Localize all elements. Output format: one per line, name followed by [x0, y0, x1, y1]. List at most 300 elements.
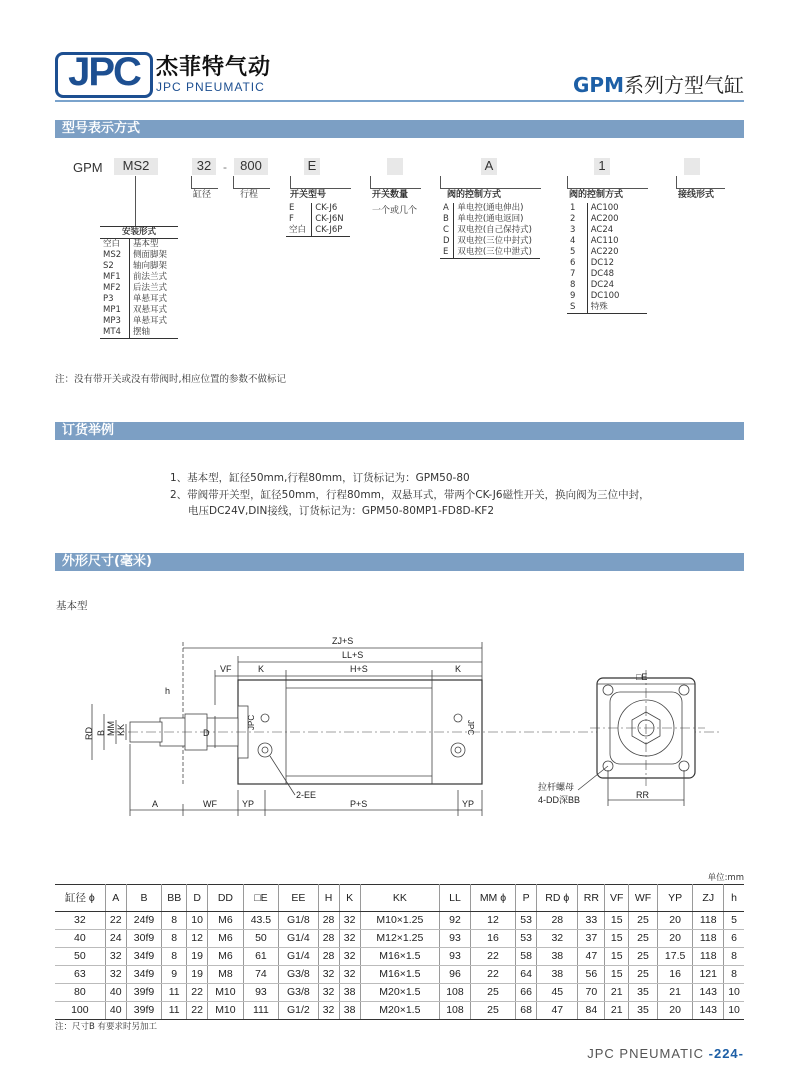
voltage-row — [567, 291, 647, 302]
page-title: GPM系列方型气缸 — [573, 73, 744, 97]
table-cell: M16×1.5 — [360, 948, 440, 966]
switch-desc: CK-J6P — [312, 225, 350, 237]
bracket-qty — [370, 176, 421, 189]
table-cell: 24f9 — [126, 912, 162, 930]
order-line-2: 2、带阀带开关型，缸径50mm，行程80mm，双悬耳式，带两个CK-J6磁性开关，换向阀为三位中封， — [170, 489, 650, 501]
table-cell: 96 — [440, 966, 471, 984]
switch-row — [286, 203, 350, 214]
mount-code: MP1 — [100, 305, 129, 316]
valve-desc: 单电控(通电返回) — [457, 214, 524, 224]
table-cell: 10 — [724, 984, 744, 1002]
dim-a: A — [152, 799, 159, 809]
switch-desc: CK-J6N — [315, 214, 344, 224]
table-cell: M6 — [208, 948, 244, 966]
dims-header-cell: EE — [279, 885, 318, 912]
mount-desc: 单悬耳式 — [132, 294, 167, 304]
table-cell: 10 — [724, 1002, 744, 1020]
table-cell: 50 — [243, 930, 279, 948]
table-cell: 25 — [629, 930, 658, 948]
valve-desc: 双电控(自己保持式) — [457, 225, 532, 235]
code-valve: A — [481, 158, 497, 175]
table-cell: 74 — [243, 966, 279, 984]
table-cell: 33 — [578, 912, 605, 930]
mount-code: MP3 — [100, 316, 129, 327]
table-cell: M10×1.25 — [360, 912, 440, 930]
voltage-code: 8 — [567, 280, 587, 291]
table-cell: 38 — [537, 948, 578, 966]
valve-row — [440, 247, 540, 259]
dims-header-cell: H — [318, 885, 339, 912]
table-cell: M16×1.5 — [360, 966, 440, 984]
table-cell: 20 — [657, 930, 693, 948]
table-row — [55, 1002, 744, 1020]
jpc-mark-right: JPC — [466, 720, 475, 736]
note-no-switch: 注：没有带开关或没有带阀时,相应位置的参数不做标记 — [55, 374, 287, 385]
table-cell: 61 — [243, 948, 279, 966]
section-bar-model: 型号表示方式 — [55, 120, 744, 138]
bracket-switch — [290, 176, 351, 189]
table-cell: 28 — [318, 930, 339, 948]
cylinder-drawing — [70, 630, 760, 830]
dim-mm: MM — [106, 721, 116, 736]
dims-header-row — [55, 885, 744, 912]
table-cell: 32 — [55, 912, 105, 930]
table-cell: 121 — [693, 966, 724, 984]
table-cell: 25 — [629, 966, 658, 984]
table-cell: 93 — [440, 948, 471, 966]
jpc-logo: JPC — [55, 52, 153, 98]
table-cell: M10 — [208, 984, 244, 1002]
table-row — [55, 966, 744, 984]
table-cell: 108 — [440, 984, 471, 1002]
table-cell: 39f9 — [126, 984, 162, 1002]
table-cell: 15 — [605, 948, 629, 966]
mount-code: S2 — [100, 261, 129, 272]
label-wiring: 接线形式 — [678, 190, 715, 200]
section-bar-order: 订货举例 — [55, 422, 744, 440]
table-cell: 8 — [162, 948, 187, 966]
voltage-row — [567, 258, 647, 269]
label-valve-ctrl: 阀的控制方式 — [447, 190, 502, 200]
brand-name-cn: 杰菲特气动 — [156, 55, 272, 80]
mount-desc: 侧面脚架 — [132, 250, 167, 260]
dim-rd: RD — [84, 727, 94, 740]
voltage-code: 4 — [567, 236, 587, 247]
table-cell: 17.5 — [657, 948, 693, 966]
table-row — [55, 948, 744, 966]
voltage-desc: DC100 — [590, 291, 620, 301]
table-cell: 32 — [537, 930, 578, 948]
table-cell: M6 — [208, 930, 244, 948]
mount-row — [100, 327, 178, 339]
dims-header-cell: A — [105, 885, 126, 912]
dims-header-cell: P — [516, 885, 537, 912]
dim-ee: 2-EE — [296, 790, 317, 800]
dim-yp-right: YP — [462, 799, 475, 809]
table-cell: 47 — [578, 948, 605, 966]
code-bore: 32 — [192, 158, 216, 175]
table-cell: 32 — [105, 966, 126, 984]
table-cell: 45 — [537, 984, 578, 1002]
table-cell: M12×1.25 — [360, 930, 440, 948]
mount-code: MF1 — [100, 272, 129, 283]
valve-code: E — [440, 247, 454, 259]
table-cell: 143 — [693, 984, 724, 1002]
voltage-desc: 特殊 — [587, 302, 647, 314]
table-cell: 50 — [55, 948, 105, 966]
voltage-desc: AC24 — [590, 225, 614, 235]
table-cell: 84 — [578, 1002, 605, 1020]
table-cell: 93 — [440, 930, 471, 948]
table-cell: 43.5 — [243, 912, 279, 930]
code-ms2: MS2 — [114, 158, 158, 175]
valve-desc: 双电控(三位中泄式) — [454, 247, 540, 259]
table-cell: 47 — [537, 1002, 578, 1020]
voltage-desc: DC12 — [590, 258, 615, 268]
valve-row — [440, 214, 540, 225]
mount-code: MF2 — [100, 283, 129, 294]
table-cell: 5 — [724, 912, 744, 930]
jpc-mark-left: JPC — [247, 714, 256, 730]
voltage-code: S — [567, 302, 587, 314]
mount-table: 安装形式 空白 基本型 MS2 侧面脚架 S2 轴向脚架 MF1 前法兰式 MF2 后法兰式 P3 单悬耳式 MP1 双悬耳式 MP3 单悬耳式 MT4 摆轴 — [100, 226, 178, 339]
mount-row — [100, 294, 178, 305]
voltage-row — [567, 302, 647, 314]
table-cell: M20×1.5 — [360, 984, 440, 1002]
valve-row — [440, 236, 540, 247]
page-footer: JPC PNEUMATIC -224- — [587, 1046, 744, 1061]
table-cell: 32 — [105, 948, 126, 966]
label-dd: 4-DD深BB — [538, 795, 581, 805]
table-cell: 32 — [339, 966, 360, 984]
table-cell: 8 — [162, 912, 187, 930]
voltage-row — [567, 225, 647, 236]
table-cell: 143 — [693, 1002, 724, 1020]
table-cell: 20 — [657, 912, 693, 930]
table-cell: 38 — [537, 966, 578, 984]
table-cell: 24 — [105, 930, 126, 948]
dim-k-right: K — [455, 664, 462, 674]
voltage-code: 6 — [567, 258, 587, 269]
bracket-bore — [191, 176, 218, 189]
mount-row — [100, 305, 178, 316]
table-cell: 22 — [105, 912, 126, 930]
dims-header-cell: RR — [578, 885, 605, 912]
dim-wf: WF — [203, 799, 217, 809]
voltage-row — [567, 236, 647, 247]
dims-header-cell: KK — [360, 885, 440, 912]
dims-header-cell: WF — [629, 885, 658, 912]
valve-code: D — [440, 236, 454, 247]
table-row — [55, 930, 744, 948]
label-switch-qty-val: 一个或几个 — [372, 206, 418, 216]
table-cell: 28 — [318, 912, 339, 930]
table-cell: 37 — [578, 930, 605, 948]
voltage-desc: DC48 — [590, 269, 615, 279]
voltage-row — [567, 280, 647, 291]
bracket-stroke — [233, 176, 270, 189]
table-cell: 80 — [55, 984, 105, 1002]
mount-desc: 后法兰式 — [132, 283, 167, 293]
table-cell: 108 — [440, 1002, 471, 1020]
switch-table — [286, 203, 350, 237]
table-cell: 58 — [516, 948, 537, 966]
label-valve-volt: 阀的控制方式 — [569, 190, 624, 200]
dims-header-cell: DD — [208, 885, 244, 912]
table-cell: 40 — [105, 1002, 126, 1020]
switch-desc: CK-J6 — [315, 203, 338, 213]
label-stroke: 行程 — [240, 190, 259, 200]
voltage-table — [567, 203, 647, 314]
table-cell: 21 — [605, 984, 629, 1002]
dim-kk: KK — [116, 723, 126, 736]
table-cell: 70 — [578, 984, 605, 1002]
dim-e: □E — [636, 672, 648, 682]
dims-header-cell: 缸径 ϕ — [55, 885, 105, 912]
table-cell: G1/4 — [279, 948, 318, 966]
code-gpm: GPM — [73, 160, 103, 175]
mount-row — [100, 272, 178, 283]
code-qty-blank — [387, 158, 403, 175]
dims-header-cell: YP — [657, 885, 693, 912]
table-cell: 34f9 — [126, 948, 162, 966]
valve-row — [440, 225, 540, 236]
code-switch: E — [304, 158, 320, 175]
dim-k-left: K — [258, 664, 265, 674]
mount-code: 空白 — [100, 239, 129, 251]
table-cell: 32 — [318, 1002, 339, 1020]
table-cell: 32 — [339, 948, 360, 966]
dim-vf: VF — [220, 664, 232, 674]
table-cell: 40 — [55, 930, 105, 948]
dim-zjs: ZJ+S — [332, 636, 354, 646]
table-cell: 15 — [605, 930, 629, 948]
table-cell: 118 — [693, 930, 724, 948]
table-cell: 25 — [470, 1002, 515, 1020]
note-size-b: 注：尺寸B 有要求时另加工 — [55, 1022, 158, 1032]
table-cell: 30f9 — [126, 930, 162, 948]
table-cell: 20 — [657, 1002, 693, 1020]
dim-h: h — [165, 686, 171, 696]
table-cell: 38 — [339, 1002, 360, 1020]
table-cell: 66 — [516, 984, 537, 1002]
switch-code: 空白 — [286, 225, 312, 237]
dims-header-cell: K — [339, 885, 360, 912]
dims-header-cell: B — [126, 885, 162, 912]
dims-header-cell: D — [187, 885, 208, 912]
voltage-code: 7 — [567, 269, 587, 280]
table-cell: 32 — [339, 930, 360, 948]
valve-code: B — [440, 214, 454, 225]
valve-code: A — [440, 203, 454, 214]
dims-header-cell: ZJ — [693, 885, 724, 912]
dims-header-cell: LL — [440, 885, 471, 912]
label-switch-type: 开关型号 — [290, 190, 327, 200]
voltage-row — [567, 203, 647, 214]
section-bar-dims: 外形尺寸(毫米) — [55, 553, 744, 571]
table-cell: 111 — [243, 1002, 279, 1020]
mount-code: P3 — [100, 294, 129, 305]
voltage-row — [567, 247, 647, 258]
dim-hs: H+S — [350, 664, 368, 674]
bracket-wiring — [676, 176, 725, 189]
valve-code: C — [440, 225, 454, 236]
table-cell: 11 — [162, 1002, 187, 1020]
table-cell: 22 — [187, 984, 208, 1002]
unit-label: 单位:mm — [707, 873, 744, 883]
table-cell: 118 — [693, 912, 724, 930]
table-cell: 16 — [657, 966, 693, 984]
table-cell: 25 — [629, 912, 658, 930]
switch-row — [286, 225, 350, 237]
valve-desc: 单电控(通电伸出) — [457, 203, 524, 213]
dims-header-cell: □E — [243, 885, 279, 912]
table-cell: 38 — [339, 984, 360, 1002]
voltage-desc: DC24 — [590, 280, 615, 290]
mount-desc: 基本型 — [132, 239, 159, 249]
label-switch-qty: 开关数量 — [372, 190, 409, 200]
dims-header-cell: RD ϕ — [537, 885, 578, 912]
table-cell: 35 — [629, 984, 658, 1002]
table-cell: 53 — [516, 930, 537, 948]
voltage-row — [567, 214, 647, 225]
switch-code: F — [286, 214, 312, 225]
table-cell: 32 — [318, 984, 339, 1002]
table-cell: 21 — [657, 984, 693, 1002]
table-cell: G1/4 — [279, 930, 318, 948]
valve-desc: 双电控(三位中封式) — [457, 236, 532, 246]
bracket-valve — [440, 176, 541, 189]
dims-header-cell: MM ϕ — [470, 885, 515, 912]
table-cell: 8 — [162, 930, 187, 948]
mount-row — [100, 261, 178, 272]
table-cell: 25 — [470, 984, 515, 1002]
table-cell: 118 — [693, 948, 724, 966]
table-cell: 56 — [578, 966, 605, 984]
table-cell: 10 — [187, 912, 208, 930]
header-divider — [55, 100, 744, 102]
table-cell: 12 — [470, 912, 515, 930]
table-cell: G3/8 — [279, 966, 318, 984]
table-cell: 64 — [516, 966, 537, 984]
table-cell: 100 — [55, 1002, 105, 1020]
order-line-1: 1、基本型，缸径50mm,行程80mm，订货标记为：GPM50-80 — [170, 472, 470, 484]
basic-type-label: 基本型 — [56, 600, 88, 612]
table-cell: 12 — [187, 930, 208, 948]
mount-row — [100, 316, 178, 327]
valve-table — [440, 203, 540, 259]
voltage-desc: AC220 — [590, 247, 619, 257]
code-wiring-blank — [684, 158, 700, 175]
table-cell: 35 — [629, 1002, 658, 1020]
mount-row — [100, 250, 178, 261]
table-cell: G1/8 — [279, 912, 318, 930]
dims-header-cell: h — [724, 885, 744, 912]
voltage-code: 2 — [567, 214, 587, 225]
table-cell: G1/2 — [279, 1002, 318, 1020]
mount-row — [100, 283, 178, 294]
table-cell: M6 — [208, 912, 244, 930]
dim-ps: P+S — [350, 799, 368, 809]
valve-row — [440, 203, 540, 214]
table-cell: 21 — [605, 1002, 629, 1020]
table-row — [55, 912, 744, 930]
table-cell: 8 — [724, 966, 744, 984]
switch-row — [286, 214, 350, 225]
table-cell: 28 — [318, 948, 339, 966]
voltage-code: 9 — [567, 291, 587, 302]
mount-desc: 前法兰式 — [132, 272, 167, 282]
label-tie-nut: 拉杆螺母 — [538, 782, 575, 792]
label-bore: 缸径 — [193, 190, 212, 200]
table-cell: M10 — [208, 1002, 244, 1020]
dims-header-cell: BB — [162, 885, 187, 912]
voltage-desc: AC200 — [590, 214, 619, 224]
dim-lls: LL+S — [342, 650, 364, 660]
mount-code: MT4 — [100, 327, 129, 339]
table-cell: 15 — [605, 912, 629, 930]
table-cell: 93 — [243, 984, 279, 1002]
brand-name-en: JPC PNEUMATIC — [156, 80, 265, 94]
voltage-code: 1 — [567, 203, 587, 214]
table-cell: 22 — [470, 966, 515, 984]
table-cell: 15 — [605, 966, 629, 984]
mount-code: MS2 — [100, 250, 129, 261]
table-cell: 8 — [724, 948, 744, 966]
voltage-row — [567, 269, 647, 280]
table-cell: 25 — [629, 948, 658, 966]
mount-row — [100, 239, 178, 251]
mount-desc: 摆轴 — [129, 327, 178, 339]
table-cell: M20×1.5 — [360, 1002, 440, 1020]
table-cell: G3/8 — [279, 984, 318, 1002]
table-cell: 39f9 — [126, 1002, 162, 1020]
code-stroke: 800 — [234, 158, 268, 175]
table-cell: 32 — [339, 912, 360, 930]
table-cell: 53 — [516, 912, 537, 930]
dims-header-cell: VF — [605, 885, 629, 912]
table-cell: 22 — [187, 1002, 208, 1020]
table-row — [55, 984, 744, 1002]
table-cell: 40 — [105, 984, 126, 1002]
table-cell: 28 — [537, 912, 578, 930]
table-cell: 11 — [162, 984, 187, 1002]
table-cell: 19 — [187, 966, 208, 984]
mount-desc: 单悬耳式 — [132, 316, 167, 326]
dimensions-table — [55, 884, 744, 1020]
table-cell: M8 — [208, 966, 244, 984]
switch-code: E — [286, 203, 312, 214]
mount-desc: 轴向脚架 — [132, 261, 167, 271]
table-cell: 68 — [516, 1002, 537, 1020]
dim-rr: RR — [636, 790, 649, 800]
voltage-desc: AC100 — [590, 203, 619, 213]
table-cell: 32 — [318, 966, 339, 984]
voltage-desc: AC110 — [590, 236, 619, 246]
dim-d: D — [203, 728, 210, 738]
mount-desc: 双悬耳式 — [132, 305, 167, 315]
bracket-voltage — [567, 176, 648, 189]
voltage-code: 3 — [567, 225, 587, 236]
table-cell: 9 — [162, 966, 187, 984]
dim-b: B — [96, 729, 106, 736]
table-cell: 22 — [470, 948, 515, 966]
order-line-3: 电压DC24V,DIN接线，订货标记为：GPM50-80MP1-FD8D-KF2 — [188, 505, 495, 517]
voltage-code: 5 — [567, 247, 587, 258]
table-cell: 92 — [440, 912, 471, 930]
mount-connector — [135, 176, 136, 226]
code-voltage: 1 — [594, 158, 610, 175]
